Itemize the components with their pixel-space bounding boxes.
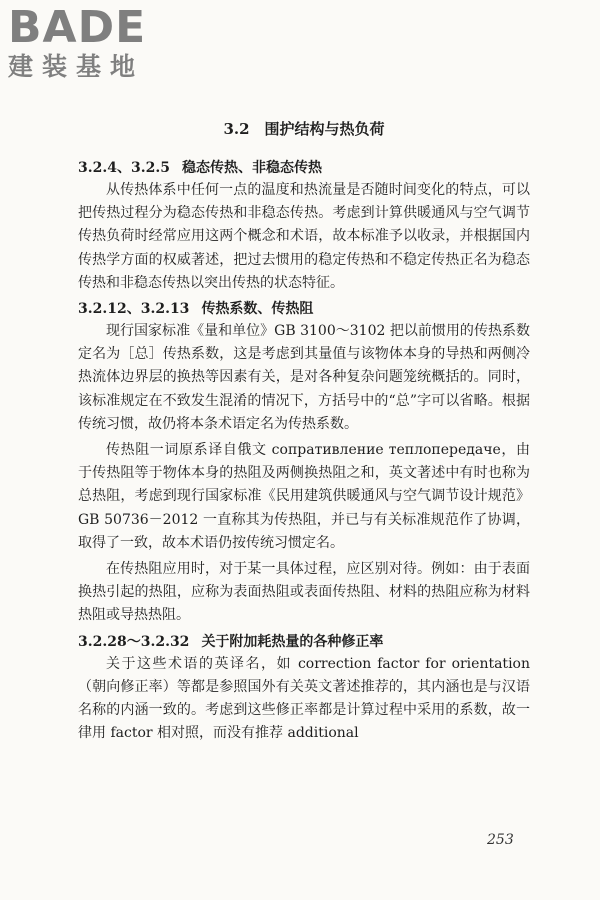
page-number: 253 (487, 832, 514, 848)
clause-title: 稳态传热、非稳态传热 (181, 160, 322, 176)
bade-logo (8, 2, 147, 82)
clause-number: 3.2.28～3.2.32 (78, 633, 190, 650)
clause-3-2-28 (78, 631, 530, 746)
clause-3-2-4 (78, 157, 530, 295)
clause-heading (78, 631, 530, 653)
clause-number: 3.2.4、3.2.5 (78, 160, 170, 176)
paragraph: 从传热体系中任何一点的温度和热流量是否随时间变化的特点，可以把传热过程分为稳态传热和非稳态传热。考虑到计算供暖通风与空气调节传热负荷时经常应用这两个概念和术语，故本标准予以收录，并根据国内传热学方面的权威著述，把过去惯用的稳定传热和不稳定传热正名为稳态传热和非稳态传热以突出传热的状态特征。 (78, 182, 530, 291)
clause-3-2-12 (78, 298, 530, 628)
clause-title: 关于附加耗热量的各种修正率 (201, 633, 384, 650)
clause-number: 3.2.12、3.2.13 (78, 301, 190, 318)
paragraph: 传热阻一词原系译自俄文 сопративление теплопередаче，由于传热阻等于物体本身的热阻及两侧换热阻之和，英文著述中有时也称为总热阻，考虑到现行国家标准《民用建筑供暖通风与空气调节设计规范》GB 50736－2012 一直称其为传热阻，并已与有关标准规范作了协调，取得了一致，故本术语仍按传统习惯定名。 (78, 442, 530, 551)
section-title: 3.2 围护结构与热负荷 (223, 120, 385, 138)
clause-heading (78, 157, 530, 179)
logo-subtitle: 建装基地 (8, 52, 145, 81)
clause-heading (78, 298, 530, 320)
paragraph: 关于这些术语的英译名，如 correction factor for orientation（朝向修正率）等都是参照国外有关英文著述推荐的，其内涵也是与汉语名称的内涵一致的。考虑到这些修正率都是计算过程中采用的系数，故一律用 factor 相对照，而没有推荐 additional (78, 655, 530, 742)
logo-wordmark: BADE (8, 2, 147, 53)
paragraph: 现行国家标准《量和单位》GB 3100～3102 把以前惯用的传热系数定名为［总］传热系数，这是考虑到其量值与该物体本身的导热和两侧冷热流体边界层的换热等因素有关，是对各种复杂问题笼统概括的。同时，该标准规定在不致发生混淆的情况下，方括号中的“总”字可以省略。根据传统习惯，故仍将本条术语定名为传热系数。 (78, 323, 530, 432)
clause-title: 传热系数、传热阻 (201, 301, 314, 318)
paragraph: 在传热阻应用时，对于某一具体过程，应区别对待。例如：由于表面换热引起的热阻，应称为表面热阻或表面传热阻、材料的热阻应称为材料热阻或导热热阻。 (78, 561, 530, 624)
page-body (78, 118, 530, 748)
